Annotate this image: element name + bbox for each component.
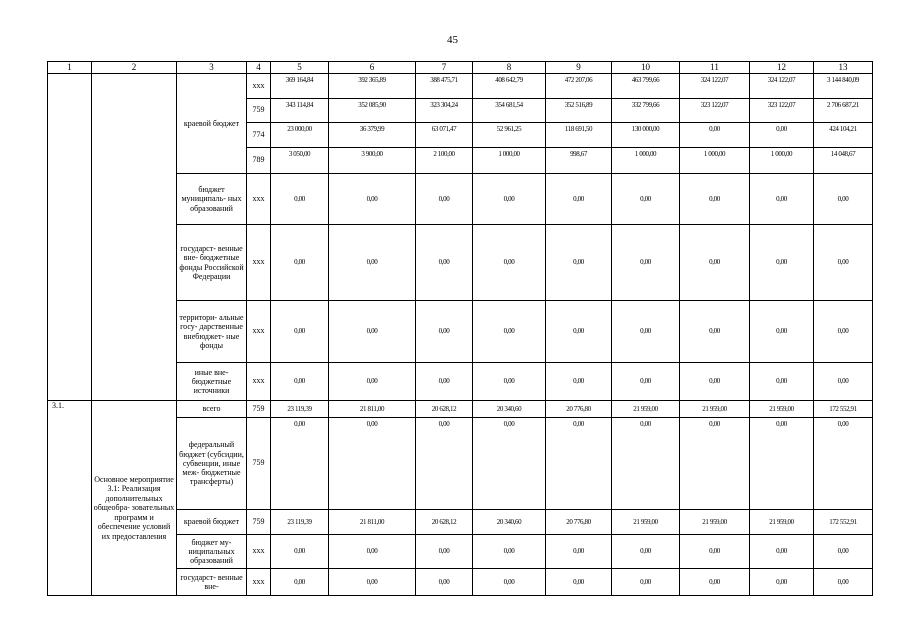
value-cell: 424 104,21 <box>814 123 873 148</box>
value-cell: 0,00 <box>750 301 814 363</box>
value-cell: 0,00 <box>416 418 473 510</box>
value-cell: 0,00 <box>750 535 814 569</box>
value-cell: 354 681,54 <box>473 99 546 123</box>
source-label: всего <box>177 401 247 418</box>
value-cell: 1 000,00 <box>680 148 750 174</box>
value-cell: 0,00 <box>680 569 750 596</box>
value-cell: 20 340,60 <box>473 510 546 535</box>
value-cell: 998,67 <box>546 148 612 174</box>
value-cell: 0,00 <box>473 535 546 569</box>
code-cell: xxx <box>247 301 271 363</box>
value-cell: 0,00 <box>271 301 329 363</box>
value-cell: 20 776,80 <box>546 401 612 418</box>
value-cell: 0,00 <box>546 174 612 225</box>
value-cell: 21 811,00 <box>329 510 416 535</box>
value-cell: 0,00 <box>680 301 750 363</box>
value-cell: 36 379,99 <box>329 123 416 148</box>
value-cell: 388 475,71 <box>416 74 473 99</box>
code-cell: xxx <box>247 225 271 301</box>
value-cell: 0,00 <box>680 225 750 301</box>
name-cell-empty <box>92 74 177 401</box>
code-cell: xxx <box>247 74 271 99</box>
column-header: 11 <box>680 62 750 74</box>
value-cell: 3 050,00 <box>271 148 329 174</box>
value-cell: 0,00 <box>546 418 612 510</box>
value-cell: 0,00 <box>473 174 546 225</box>
value-cell: 472 207,06 <box>546 74 612 99</box>
value-cell: 0,00 <box>473 569 546 596</box>
column-header: 1 <box>48 62 92 74</box>
value-cell: 0,00 <box>271 535 329 569</box>
value-cell: 2 100,00 <box>416 148 473 174</box>
value-cell: 0,00 <box>750 363 814 401</box>
value-cell: 0,00 <box>271 174 329 225</box>
value-cell: 3 144 840,09 <box>814 74 873 99</box>
value-cell: 0,00 <box>814 418 873 510</box>
value-cell: 21 959,00 <box>680 401 750 418</box>
index-cell-empty <box>48 74 92 401</box>
value-cell: 21 959,00 <box>750 401 814 418</box>
header-row <box>48 62 873 74</box>
value-cell: 0,00 <box>750 569 814 596</box>
value-cell: 0,00 <box>416 363 473 401</box>
code-cell: xxx <box>247 535 271 569</box>
value-cell: 1 000,00 <box>750 148 814 174</box>
value-cell: 21 959,00 <box>680 510 750 535</box>
value-cell: 0,00 <box>416 174 473 225</box>
code-cell: xxx <box>247 174 271 225</box>
column-header: 4 <box>247 62 271 74</box>
value-cell: 21 959,00 <box>612 510 680 535</box>
column-header: 5 <box>271 62 329 74</box>
value-cell: 0,00 <box>271 569 329 596</box>
value-cell: 0,00 <box>750 174 814 225</box>
value-cell: 130 000,00 <box>612 123 680 148</box>
value-cell: 1 000,00 <box>612 148 680 174</box>
value-cell: 0,00 <box>329 225 416 301</box>
value-cell: 0,00 <box>271 418 329 510</box>
code-cell: 759 <box>247 401 271 418</box>
source-label: федеральный бюджет (субсидии, субвенции, иные меж- бюджетные трансферты) <box>177 418 247 510</box>
source-label: иные вне- бюджетные источники <box>177 363 247 401</box>
value-cell: 0,00 <box>329 535 416 569</box>
value-cell: 0,00 <box>416 225 473 301</box>
value-cell: 172 552,91 <box>814 510 873 535</box>
column-header: 7 <box>416 62 473 74</box>
page-number: 45 <box>447 34 458 46</box>
column-header: 6 <box>329 62 416 74</box>
value-cell: 0,00 <box>612 174 680 225</box>
value-cell: 0,00 <box>814 535 873 569</box>
source-label: краевой бюджет <box>177 74 247 174</box>
value-cell: 20 628,12 <box>416 510 473 535</box>
value-cell: 0,00 <box>473 225 546 301</box>
value-cell: 0,00 <box>416 569 473 596</box>
value-cell: 23 119,39 <box>271 510 329 535</box>
value-cell: 20 776,80 <box>546 510 612 535</box>
value-cell: 0,00 <box>612 225 680 301</box>
value-cell: 0,00 <box>750 418 814 510</box>
value-cell: 0,00 <box>680 174 750 225</box>
value-cell: 323 122,07 <box>680 99 750 123</box>
value-cell: 20 340,60 <box>473 401 546 418</box>
column-header: 13 <box>814 62 873 74</box>
value-cell: 0,00 <box>750 123 814 148</box>
value-cell: 369 164,84 <box>271 74 329 99</box>
code-cell: 789 <box>247 148 271 174</box>
value-cell: 63 071,47 <box>416 123 473 148</box>
value-cell: 463 799,66 <box>612 74 680 99</box>
value-cell: 0,00 <box>329 174 416 225</box>
value-cell: 118 691,50 <box>546 123 612 148</box>
value-cell: 0,00 <box>546 225 612 301</box>
value-cell: 0,00 <box>473 301 546 363</box>
value-cell: 0,00 <box>416 301 473 363</box>
code-cell: xxx <box>247 363 271 401</box>
value-cell: 1 000,00 <box>473 148 546 174</box>
code-cell: 774 <box>247 123 271 148</box>
value-cell: 0,00 <box>814 225 873 301</box>
value-cell: 352 085,90 <box>329 99 416 123</box>
source-label: территори- альные госу- дарственные внебюджет- ные фонды <box>177 301 247 363</box>
column-header: 12 <box>750 62 814 74</box>
value-cell: 323 122,07 <box>750 99 814 123</box>
value-cell: 23 119,39 <box>271 401 329 418</box>
value-cell: 0,00 <box>680 363 750 401</box>
value-cell: 324 122,07 <box>680 74 750 99</box>
value-cell: 332 799,66 <box>612 99 680 123</box>
value-cell: 0,00 <box>814 174 873 225</box>
value-cell: 0,00 <box>329 569 416 596</box>
value-cell: 0,00 <box>546 363 612 401</box>
value-cell: 408 642,79 <box>473 74 546 99</box>
column-header: 10 <box>612 62 680 74</box>
code-cell: xxx <box>247 569 271 596</box>
value-cell: 0,00 <box>612 418 680 510</box>
value-cell: 0,00 <box>612 569 680 596</box>
value-cell: 0,00 <box>329 301 416 363</box>
code-cell: 759 <box>247 99 271 123</box>
code-cell: 759 <box>247 418 271 510</box>
value-cell: 0,00 <box>814 569 873 596</box>
value-cell: 392 365,89 <box>329 74 416 99</box>
value-cell: 0,00 <box>680 418 750 510</box>
table-row <box>48 74 873 99</box>
budget-table <box>47 61 873 596</box>
value-cell: 20 628,12 <box>416 401 473 418</box>
value-cell: 21 959,00 <box>750 510 814 535</box>
value-cell: 0,00 <box>329 363 416 401</box>
source-label: государст- венные вне- бюджетные фонды Российской Федерации <box>177 225 247 301</box>
value-cell: 0,00 <box>814 301 873 363</box>
value-cell: 0,00 <box>546 535 612 569</box>
value-cell: 0,00 <box>814 363 873 401</box>
table-body <box>48 62 873 596</box>
table-row <box>48 401 873 418</box>
value-cell: 324 122,07 <box>750 74 814 99</box>
value-cell: 21 959,00 <box>612 401 680 418</box>
value-cell: 0,00 <box>329 418 416 510</box>
code-cell: 759 <box>247 510 271 535</box>
source-label: бюджет муниципаль- ных образований <box>177 174 247 225</box>
value-cell: 343 114,84 <box>271 99 329 123</box>
section-name: Основное мероприятие 3.1: Реализация дополнительных общеобра- зовательных программ и обеспечение условий их предоставления <box>92 401 177 596</box>
value-cell: 0,00 <box>750 225 814 301</box>
value-cell: 0,00 <box>546 569 612 596</box>
column-header: 2 <box>92 62 177 74</box>
value-cell: 0,00 <box>546 301 612 363</box>
value-cell: 0,00 <box>612 363 680 401</box>
value-cell: 3 900,00 <box>329 148 416 174</box>
value-cell: 0,00 <box>680 535 750 569</box>
value-cell: 323 304,24 <box>416 99 473 123</box>
value-cell: 0,00 <box>271 363 329 401</box>
value-cell: 0,00 <box>612 535 680 569</box>
source-label: краевой бюджет <box>177 510 247 535</box>
value-cell: 0,00 <box>473 418 546 510</box>
value-cell: 2 706 687,21 <box>814 99 873 123</box>
value-cell: 52 961,25 <box>473 123 546 148</box>
column-header: 8 <box>473 62 546 74</box>
source-label: государст- венные вне- <box>177 569 247 596</box>
value-cell: 172 552,91 <box>814 401 873 418</box>
value-cell: 0,00 <box>612 301 680 363</box>
column-header: 9 <box>546 62 612 74</box>
value-cell: 14 048,67 <box>814 148 873 174</box>
value-cell: 0,00 <box>680 123 750 148</box>
value-cell: 21 811,00 <box>329 401 416 418</box>
section-index: 3.1. <box>48 401 92 596</box>
value-cell: 0,00 <box>271 225 329 301</box>
value-cell: 0,00 <box>473 363 546 401</box>
value-cell: 0,00 <box>416 535 473 569</box>
source-label: бюджет му- ниципальных образований <box>177 535 247 569</box>
value-cell: 352 516,89 <box>546 99 612 123</box>
column-header: 3 <box>177 62 247 74</box>
value-cell: 23 000,00 <box>271 123 329 148</box>
